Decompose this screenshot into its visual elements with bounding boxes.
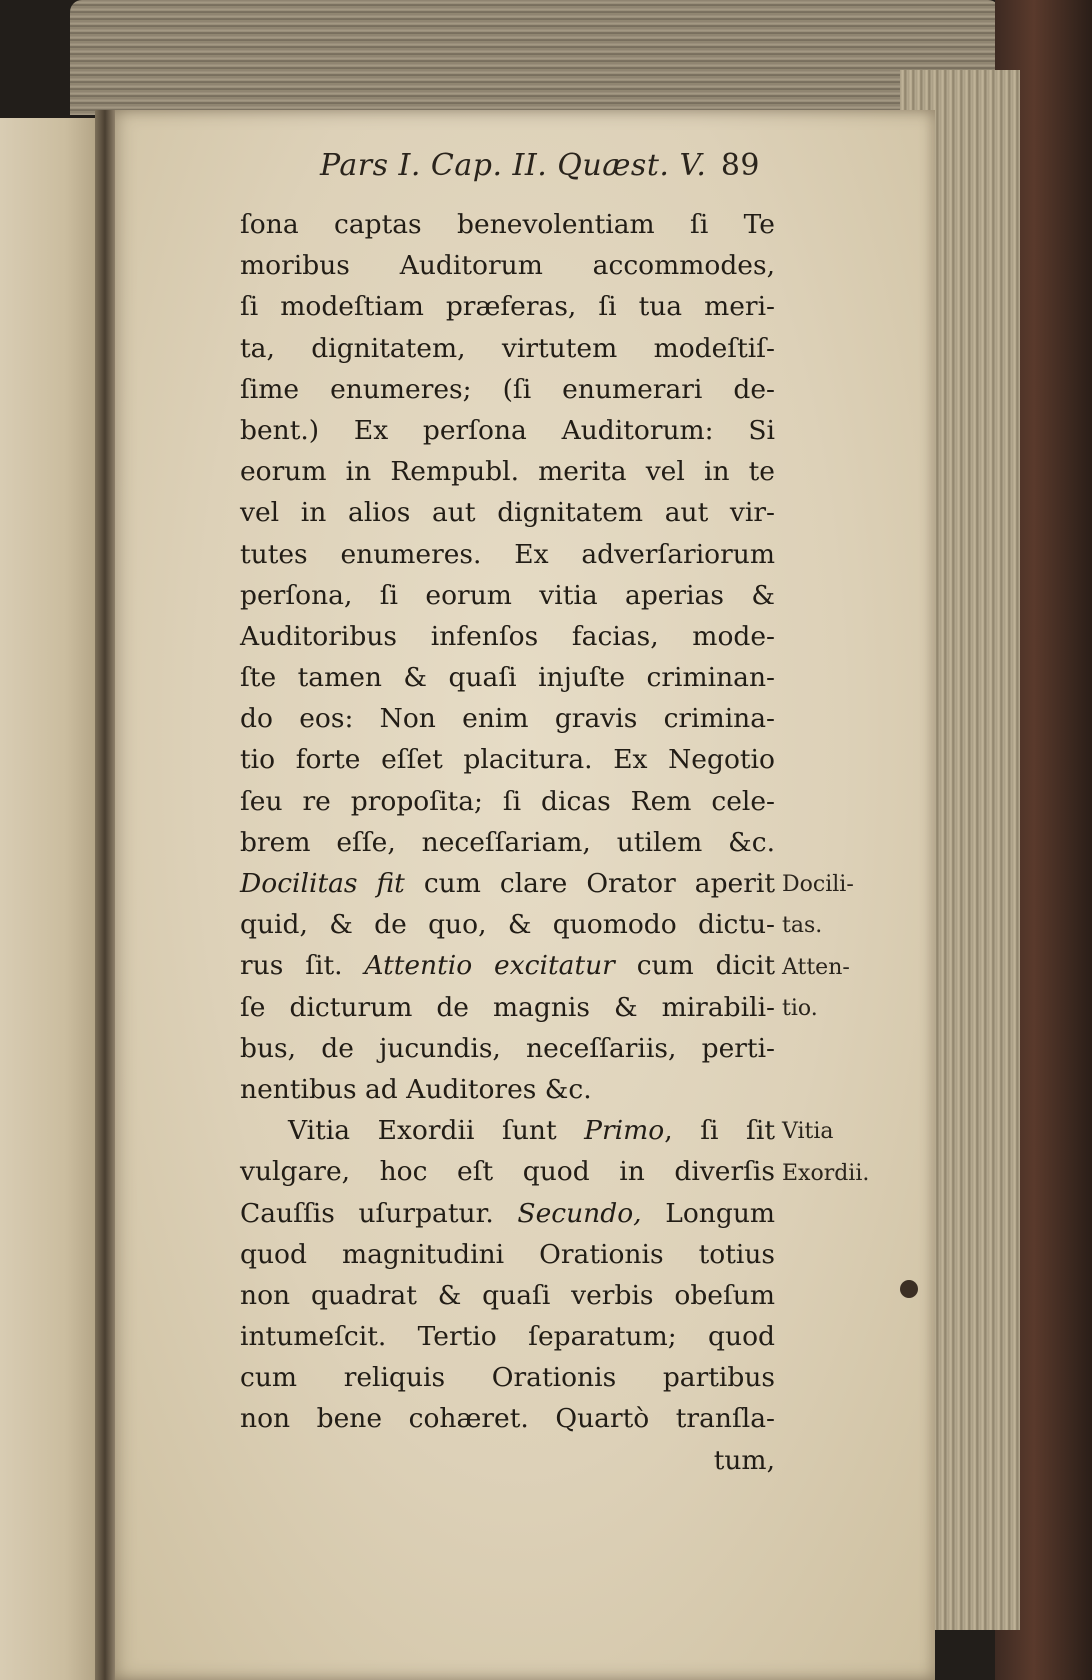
text-segment: , ſi ſit — [664, 1115, 775, 1147]
text-line — [240, 575, 775, 616]
text-segment: cum dicit — [614, 950, 775, 982]
text-line — [240, 1234, 775, 1275]
text-line — [240, 1028, 775, 1069]
text-line — [240, 904, 775, 945]
text-segment: non bene cohæret. Quartò tranſla- — [240, 1403, 775, 1435]
text-segment: tum, — [713, 1444, 775, 1476]
text-segment: non quadrat & quaſi verbis obeſum — [240, 1279, 775, 1311]
text-segment: quid, & de quo, & quomodo dictu- — [240, 909, 775, 941]
margin-note: Docili- — [782, 872, 854, 898]
italic-segment: Secundo, — [517, 1197, 642, 1229]
book-gutter — [95, 110, 115, 1680]
text-segment: ſe dicturum de magnis & mirabili- — [240, 991, 775, 1023]
main-text-block — [240, 204, 775, 1481]
text-line — [240, 1398, 775, 1439]
text-line — [240, 1440, 775, 1481]
text-line — [240, 534, 775, 575]
text-segment: eorum in Rempubl. merita vel in te — [240, 456, 775, 488]
text-segment: ſona captas benevolentiam ſi Te — [240, 209, 775, 240]
ink-stain — [900, 1280, 918, 1298]
text-line — [240, 1151, 775, 1192]
text-line — [240, 410, 775, 451]
text-segment: cum reliquis Orationis partibus — [240, 1362, 775, 1394]
text-line — [240, 369, 775, 410]
text-line — [240, 781, 775, 822]
text-line — [240, 616, 775, 657]
text-segment: vel in alios aut dignitatem aut vir- — [240, 497, 775, 529]
text-line — [240, 1316, 775, 1357]
text-segment: Cauſſis uſurpatur. — [240, 1197, 518, 1229]
running-head: Pars I. Cap. II. Quæst. V. — [320, 148, 707, 183]
text-segment: tio forte eſſet placitura. Ex Negotio — [240, 744, 775, 776]
text-segment: cum clare Orator aperit — [404, 868, 776, 899]
margin-note: tas. — [782, 913, 823, 939]
text-line — [240, 1193, 775, 1234]
text-line — [240, 1069, 775, 1110]
page-edges-top — [70, 0, 1000, 115]
page-header — [320, 148, 760, 192]
text-segment: moribus Auditorum accommodes, — [240, 250, 775, 282]
page-number: 89 — [720, 148, 760, 183]
italic-segment: Attentio excitatur — [364, 950, 615, 982]
text-segment: tutes enumeres. Ex adverſariorum — [240, 538, 775, 570]
text-line — [240, 286, 775, 327]
italic-segment: Docilitas fit — [240, 868, 405, 899]
margin-note: Atten- — [782, 954, 850, 980]
text-segment: intumeſcit. Tertio ſeparatum; quod — [240, 1321, 775, 1353]
text-segment: nentibus ad Auditores &c. — [240, 1073, 592, 1105]
margin-note: tio. — [782, 995, 818, 1021]
text-line — [240, 1357, 775, 1398]
text-line — [240, 739, 775, 780]
text-line — [240, 863, 775, 904]
text-line — [240, 204, 775, 245]
text-segment: Longum — [641, 1197, 776, 1229]
text-line — [240, 245, 775, 286]
text-segment: rus ſit. — [240, 950, 365, 982]
verso-page-edge — [0, 118, 110, 1680]
text-line — [240, 328, 775, 369]
text-segment: ta, dignitatem, virtutem modeſtiſ- — [240, 332, 775, 364]
margin-note: Exordii. — [782, 1160, 870, 1186]
text-line — [240, 492, 775, 533]
text-segment: quod magnitudini Orationis totius — [240, 1238, 775, 1270]
text-segment: ſte tamen & quaſi injuſte criminan- — [240, 662, 775, 694]
text-line — [240, 945, 775, 986]
margin-note: Vitia — [782, 1119, 834, 1145]
text-segment: perſona, ſi eorum vitia aperias & — [240, 579, 775, 611]
text-segment: vulgare, hoc eſt quod in diverſis — [240, 1156, 775, 1188]
text-segment: Vitia Exordii ſunt — [288, 1115, 585, 1147]
text-segment: ſeu re propoſita; ſi dicas Rem cele- — [240, 785, 775, 817]
text-line — [240, 1275, 775, 1316]
text-line — [240, 822, 775, 863]
text-segment: ſi modeſtiam præferas, ſi tua meri- — [240, 291, 775, 323]
text-line — [240, 451, 775, 492]
italic-segment: Primo — [584, 1115, 665, 1147]
text-segment: ſime enumeres; (ſi enumerari de- — [240, 373, 775, 405]
text-line — [240, 698, 775, 739]
text-segment: do eos: Non enim gravis crimina- — [240, 703, 775, 735]
text-segment: bent.) Ex perſona Auditorum: Si — [240, 414, 775, 446]
text-segment: brem eſſe, neceſſariam, utilem &c. — [240, 826, 775, 858]
text-line — [240, 987, 775, 1028]
text-segment: bus, de jucundis, neceſſariis, perti- — [240, 1032, 775, 1064]
text-line — [240, 657, 775, 698]
text-line — [240, 1110, 775, 1151]
text-segment: Auditoribus infenſos facias, mode- — [240, 620, 775, 652]
